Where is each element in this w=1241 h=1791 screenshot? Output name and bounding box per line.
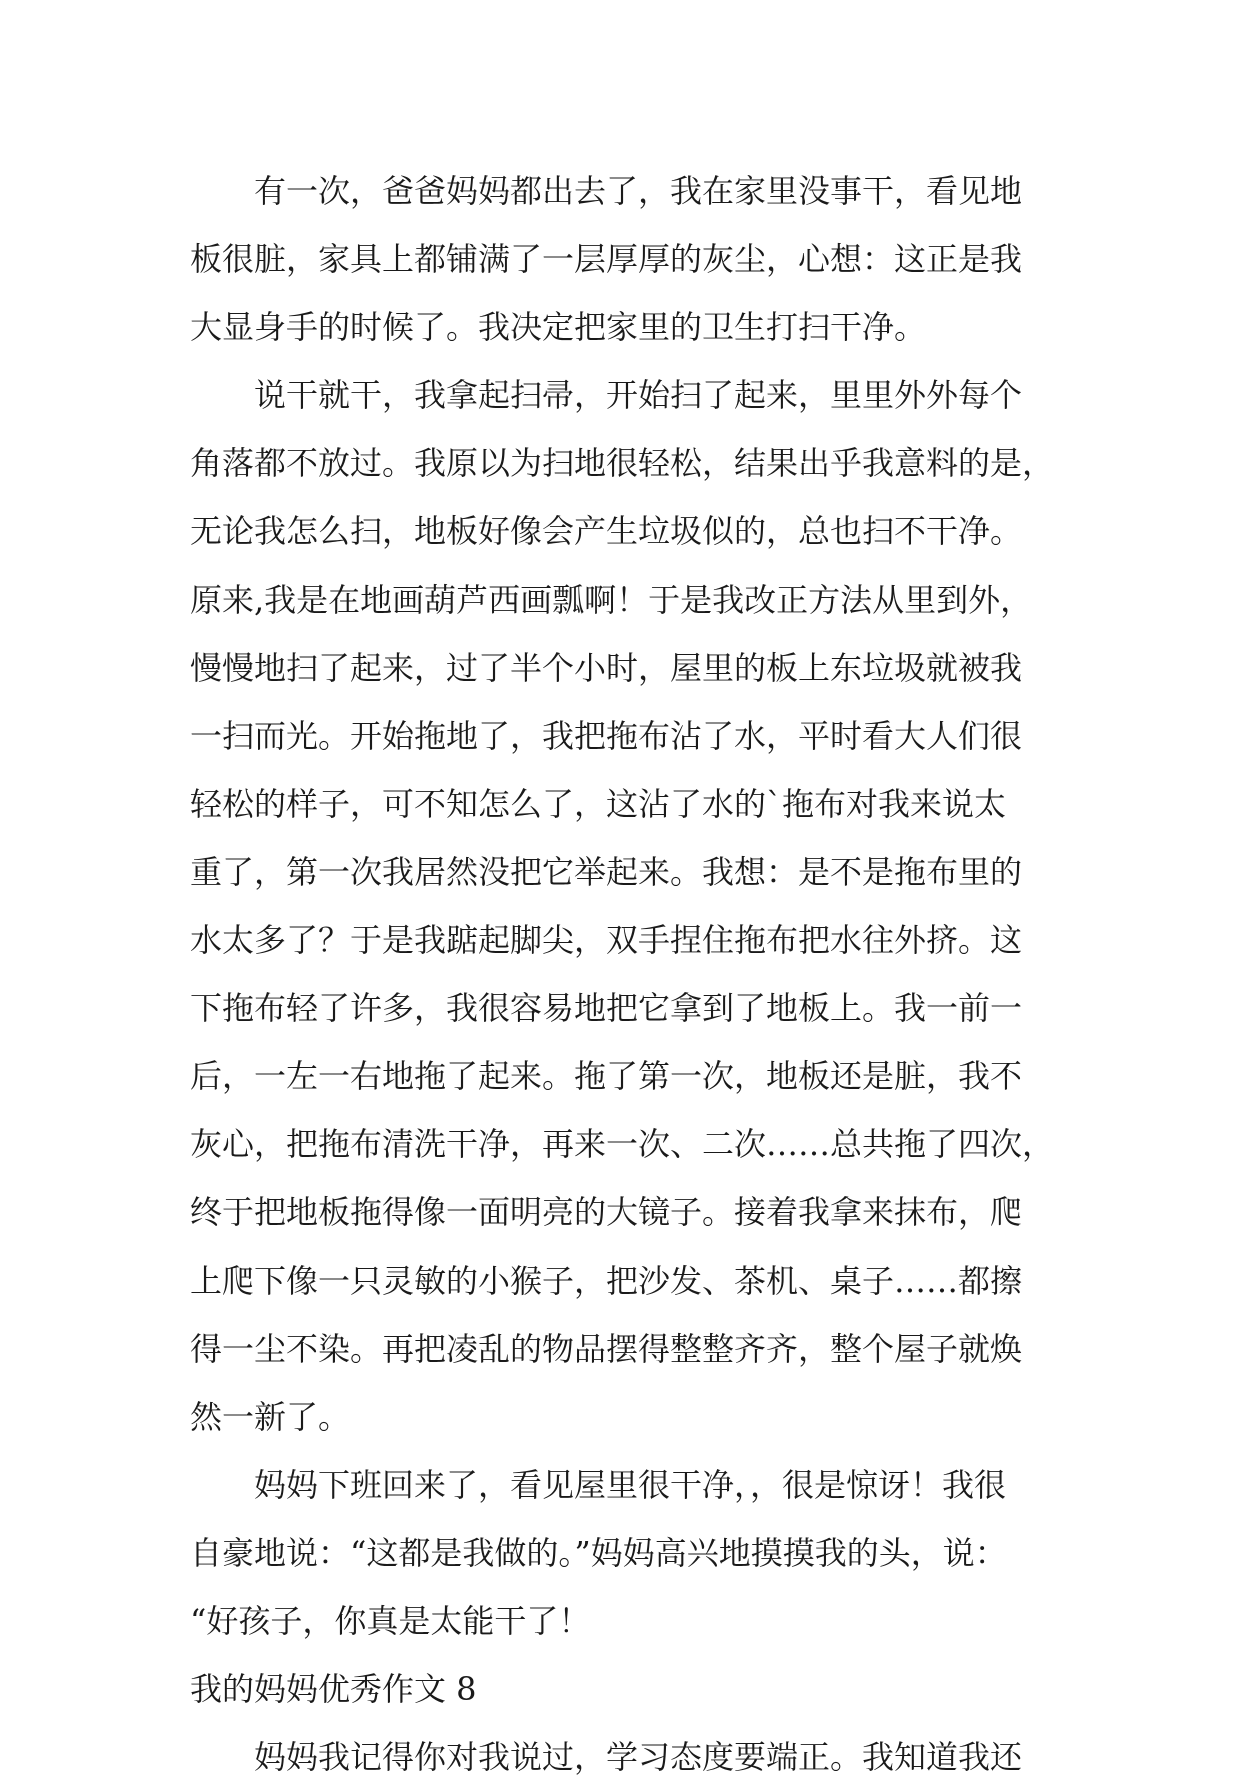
paragraph-mother-returns xyxy=(190,1451,1060,1655)
text-line: 大显身手的时候了。我决定把家里的卫生打扫干净。 xyxy=(190,308,927,347)
paragraph-sweeping-mopping xyxy=(190,361,1060,1451)
section-heading: 我的妈妈优秀作文 8 xyxy=(190,1670,477,1709)
text-line: 有一次，爸爸妈妈都出去了，我在家里没事干，看见地 xyxy=(254,172,1023,210)
text-line: 慢慢地扫了起来，过了半个小时，屋里的板上东垃圾就被我 xyxy=(190,648,1023,687)
paragraph-cleaning-decision xyxy=(190,157,1060,361)
text-line: 灰心，把拖布清洗干净，再来一次、二次……总共拖了四次， xyxy=(190,1125,1055,1164)
text-line: 板很脏，家具上都铺满了一层厚厚的灰尘，心想：这正是我 xyxy=(190,240,1023,279)
text-line: 妈妈下班回来了，看见屋里很干净，，很是惊讶！我很 xyxy=(254,1465,1007,1504)
text-line: 重了，第一次我居然没把它举起来。我想：是不是拖布里的 xyxy=(190,852,1023,891)
text-line: 终于把地板拖得像一面明亮的大镜子。接着我拿来抹布，爬 xyxy=(190,1193,1023,1232)
text-line: 上爬下像一只灵敏的小猴子，把沙发、茶机、桌子……都擦 xyxy=(190,1261,1023,1300)
text-line: 妈妈我记得你对我说过，学习态度要端正。我知道我还 xyxy=(254,1738,1023,1777)
text-line: 自豪地说：“这都是我做的。”妈妈高兴地摸摸我的头，说： xyxy=(190,1533,1007,1572)
text-line: 说干就干，我拿起扫帚，开始扫了起来，里里外外每个 xyxy=(254,376,1023,415)
text-line: 下拖布轻了许多，我很容易地把它拿到了地板上。我一前一 xyxy=(190,989,1023,1028)
essay-body xyxy=(190,157,1060,1791)
text-line: 一扫而光。开始拖地了，我把拖布沾了水，平时看大人们很 xyxy=(190,716,1023,755)
text-line: 轻松的样子，可不知怎么了，这沾了水的`拖布对我来说太 xyxy=(190,784,1007,823)
text-line: 无论我怎么扫，地板好像会产生垃圾似的，总也扫不干净。 xyxy=(190,512,1023,551)
text-line: “好孩子，你真是太能干了！ xyxy=(190,1601,591,1640)
text-line: 后，一左一右地拖了起来。拖了第一次，地板还是脏，我不 xyxy=(190,1057,1023,1096)
text-line: 原来,我是在地画葫芦西画瓢啊！于是我改正方法从里到外， xyxy=(190,580,1033,619)
text-line: 角落都不放过。我原以为扫地很轻松，结果出乎我意料的是， xyxy=(190,444,1055,483)
text-line: 水太多了？于是我踮起脚尖，双手捏住拖布把水往外挤。这 xyxy=(190,921,1023,960)
text-line: 得一尘不染。再把凌乱的物品摆得整整齐齐，整个屋子就焕 xyxy=(190,1329,1023,1368)
text-line: 然一新了。 xyxy=(190,1397,351,1436)
paragraph-study-attitude xyxy=(190,1723,1060,1791)
